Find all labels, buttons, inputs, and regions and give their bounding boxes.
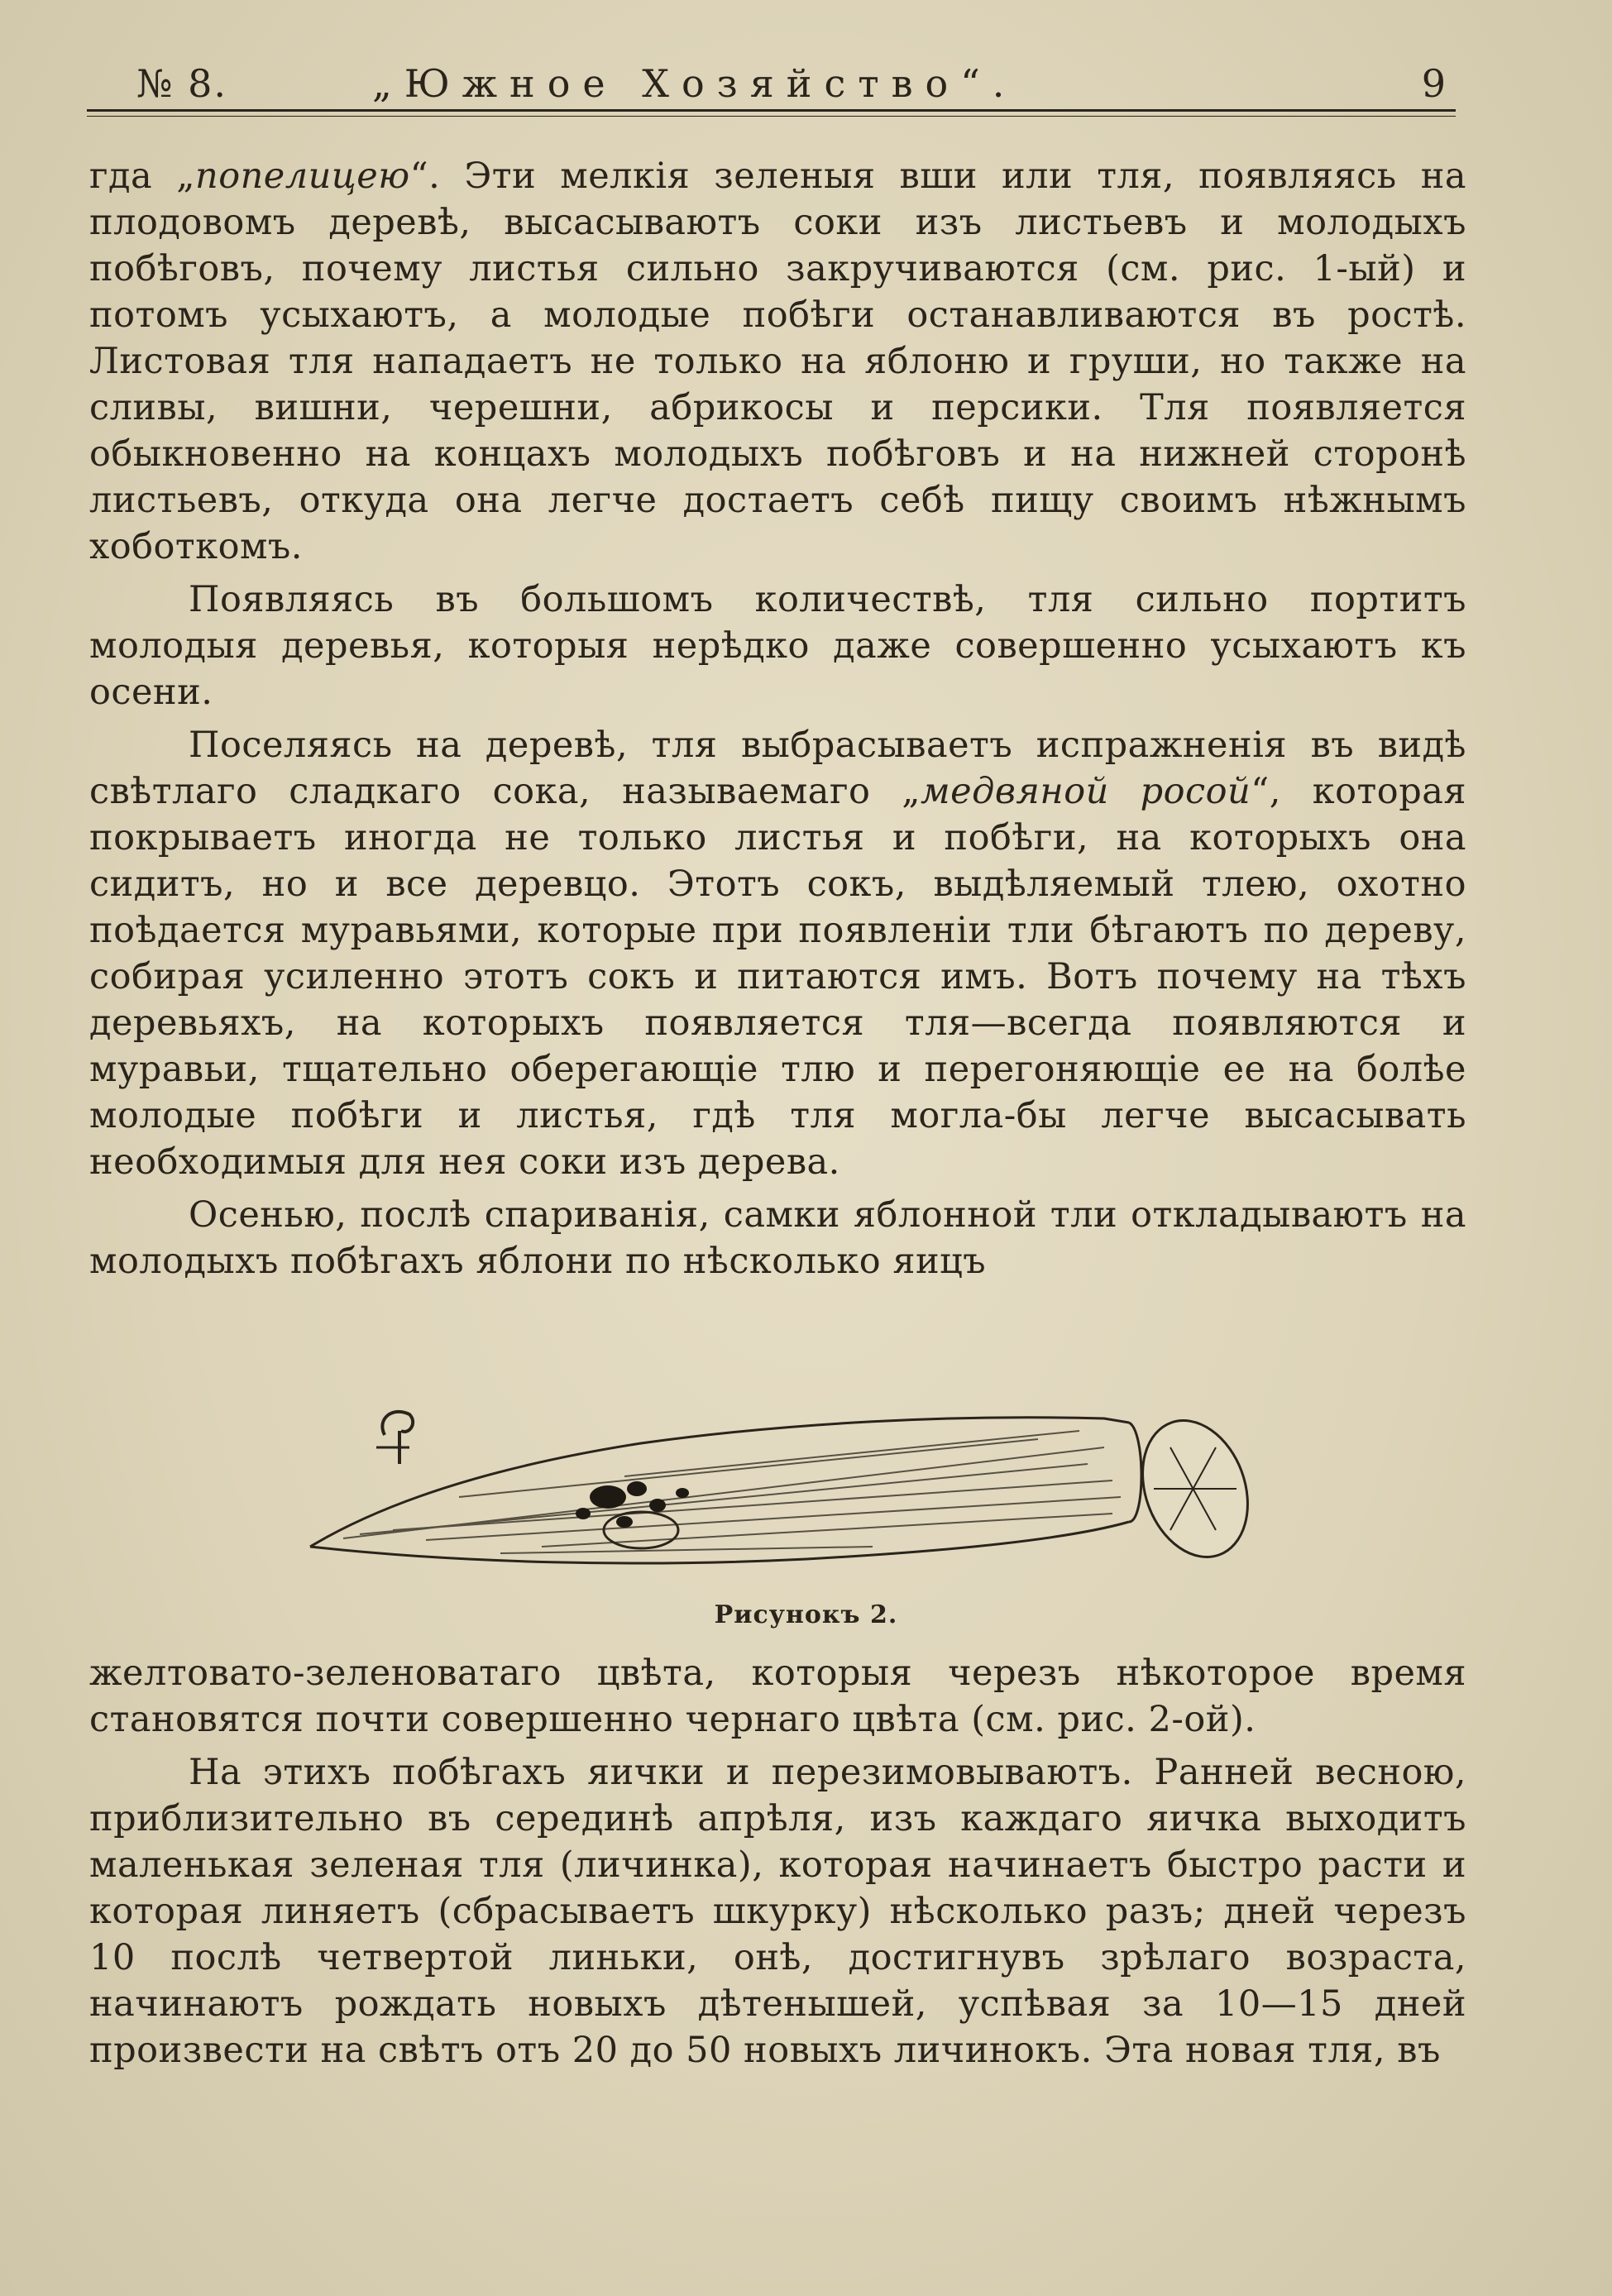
paragraph-text: “, которая покрываетъ иногда не только листья и побѣги, на которыхъ она сидитъ, но и все деревцо. Этотъ сокъ, выдѣляемый тлею, охотно поѣдается муравьями, которые при появленіи тли бѣгаютъ по дереву, собирая усиленно этотъ сокъ и питаются имъ. Вотъ почему на тѣхъ деревьяхъ, на которыхъ появляется тля—всегда появляются и муравьи, тщательно оберегающіе тлю и перегоняющіе ее на болѣе молодые побѣги и листья, гдѣ тля могла-бы легче высасывать необходимыя для нея соки изъ дерева. — [89, 771, 1466, 1183]
page-number: 9 — [1421, 61, 1447, 106]
italic-term: попелицею — [195, 155, 410, 197]
paragraph — [89, 153, 1466, 570]
paragraph-text: гда „ — [89, 155, 195, 197]
running-header — [87, 58, 1456, 116]
header-rule-thick — [87, 109, 1456, 112]
text-block-bottom — [89, 1650, 1466, 2074]
issue-number: № 8. — [136, 61, 228, 106]
paragraph: желтовато-зеленоватаго цвѣта, которыя черезъ нѣкоторое время становятся почти совершенно чернаго цвѣта (см. рис. 2-ой). — [89, 1653, 1466, 1740]
text-block-top — [89, 153, 1466, 1284]
paragraph: Появляясь въ большомъ количествѣ, тля сильно портитъ молодыя деревья, которыя нерѣдко даже совершенно усыхаютъ къ осени. — [89, 579, 1466, 713]
paragraph: На этихъ побѣгахъ яички и перезимовываютъ. Ранней весною, приблизительно въ серединѣ апрѣля, изъ каждаго яичка выходитъ маленькая зеленая тля (личинка), которая начинаетъ быстро расти и которая линяетъ (сбрасываетъ шкурку) нѣсколько разъ; дней черезъ 10 послѣ четвертой линьки, онѣ, достигнувъ зрѣлаго возраста, начинаютъ рождать новыхъ дѣтенышей, успѣвая за 10—15 дней произвести на свѣтъ отъ 20 до 50 новыхъ личинокъ. Эта новая тля, въ — [89, 1752, 1466, 2071]
journal-title: „Южное Хозяйство“. — [372, 61, 1017, 106]
paragraph-text: Поселяясь на деревѣ, тля выбрасываетъ испражненія въ видѣ свѣтлаго сладкаго сока, называемаго „ — [89, 725, 1466, 812]
paragraph: Осенью, послѣ спариванія, самки яблонной тли откладываютъ на молодыхъ побѣгахъ яблони по нѣсколько яицъ — [89, 1194, 1466, 1282]
twig-with-eggs-illustration — [294, 1398, 1286, 1588]
figure-caption: Рисунокъ 2. — [714, 1600, 898, 1629]
header-rule-thin — [87, 116, 1456, 117]
paragraph — [89, 722, 1466, 1185]
paragraph-text: “. Эти мелкія зеленыя вши или тля, появляясь на плодовомъ деревѣ, высасываютъ соки изъ листьевъ и молодыхъ побѣговъ, почему листья сильно закручиваются (см. рис. 1-ый) и потомъ усыхаютъ, а молодые побѣги останавливаются въ ростѣ. Листовая тля нападаетъ не только на яблоню и груши, но также на сливы, вишни, черешни, абрикосы и персики. Тля появляется обыкновенно на концахъ молодыхъ побѣговъ и на нижней сторонѣ листьевъ, откуда она легче достаетъ себѣ пищу своимъ нѣжнымъ хоботкомъ. — [89, 155, 1466, 567]
italic-term: медвяной росой — [921, 771, 1251, 812]
